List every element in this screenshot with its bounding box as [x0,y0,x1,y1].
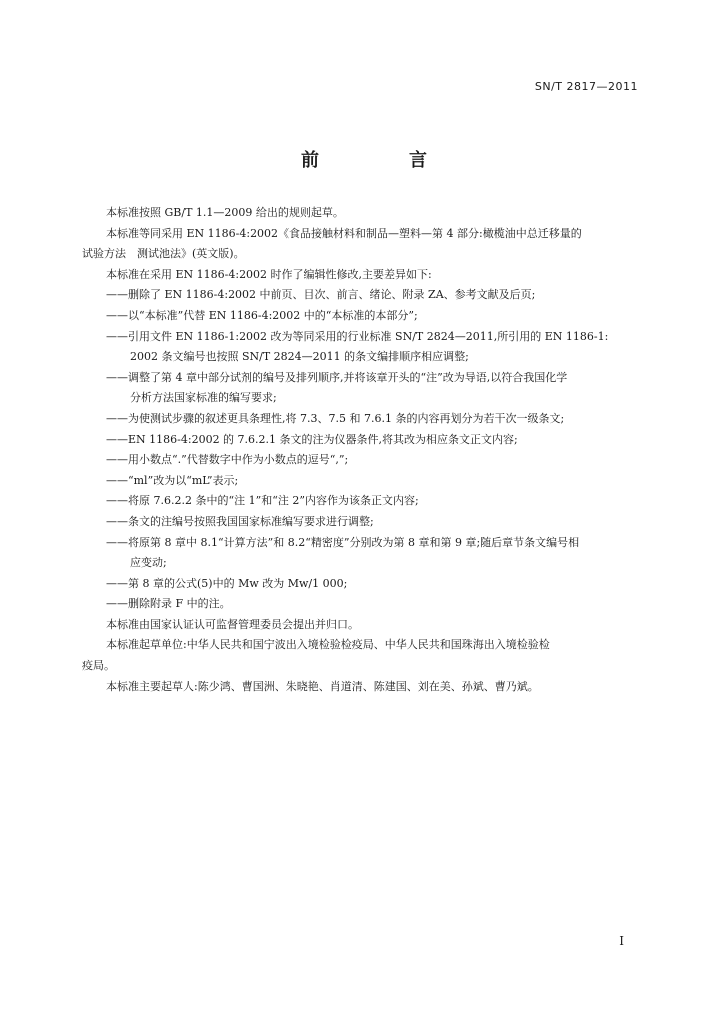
list-item: ——删除了 EN 1186-4:2002 中前页、目次、前言、绪论、附录 ZA、参考文献及后页; [106,288,536,302]
list-item: ——以“本标准”代替 EN 1186-4:2002 中的“本标准的本部分”; [106,308,418,322]
paragraph-line: 疫局。 [82,659,115,673]
paragraph-line: 本标准按照 GB/T 1.1—2009 给出的规则起草。 [106,206,344,219]
paragraph-line: 本标准等同采用 EN 1186-4:2002《食品接触材料和制品—塑料—第 4 部分:橄榄油中总迁移量的 [106,226,582,240]
list-item-continuation: 2002 条文编号也按照 SN/T 2824—2011 的条文编排顺序相应调整; [130,350,469,364]
list-item: ——将原第 8 章中 8.1“计算方法”和 8.2“精密度”分别改为第 8 章和第 9 章;随后章节条文编号相 [106,535,580,549]
page-title: 前 言 [301,150,463,171]
list-item: ——用小数点“.”代替数字中作为小数点的逗号“,”; [106,453,349,467]
list-item: ——“ml”改为以“mL”表示; [106,473,239,487]
list-item: ——为使测试步骤的叙述更具条理性,将 7.3、7.5 和 7.6.1 条的内容再划分为若干次一级条文; [106,411,565,425]
list-item: ——引用文件 EN 1186-1:2002 改为等同采用的行业标准 SN/T 2824—2011,所引用的 EN 1186-1: [106,329,609,343]
paragraph-line: 试验方法 测试池法》(英文版)。 [82,247,245,261]
paragraph-line: 本标准在采用 EN 1186-4:2002 时作了编辑性修改,主要差异如下: [106,267,432,281]
paragraph-line: 本标准由国家认证认可监督管理委员会提出并归口。 [106,617,359,631]
preface-body [82,203,642,697]
paragraph-line: 本标准主要起草人:陈少鸿、曹国洲、朱晓艳、肖道清、陈建国、刘在美、孙斌、曹乃斌。 [106,679,539,693]
list-item: ——将原 7.6.2.2 条中的“注 1”和“注 2”内容作为该条正文内容; [106,494,419,508]
list-item: ——第 8 章的公式(5)中的 Mw 改为 Mw/1 000; [106,576,348,590]
paragraph-line: 本标准起草单位:中华人民共和国宁波出入境检验检疫局、中华人民共和国珠海出入境检验检 [106,638,550,652]
list-item-continuation: 应变动; [130,556,167,570]
list-item-continuation: 分析方法国家标准的编写要求; [130,391,277,405]
list-item: ——条文的注编号按照我国国家标准编写要求进行调整; [106,514,374,528]
list-item: ——删除附录 F 中的注。 [106,597,231,611]
standard-code: SN/T 2817—2011 [534,80,638,93]
list-item: ——EN 1186-4:2002 的 7.6.2.1 条文的注为仪器条件,将其改为相应条文正文内容; [106,432,518,446]
page-number: I [619,934,624,948]
list-item: ——调整了第 4 章中部分试剂的编号及排列顺序,并将该章开头的“注”改为导语,以符合我国化学 [106,370,568,384]
